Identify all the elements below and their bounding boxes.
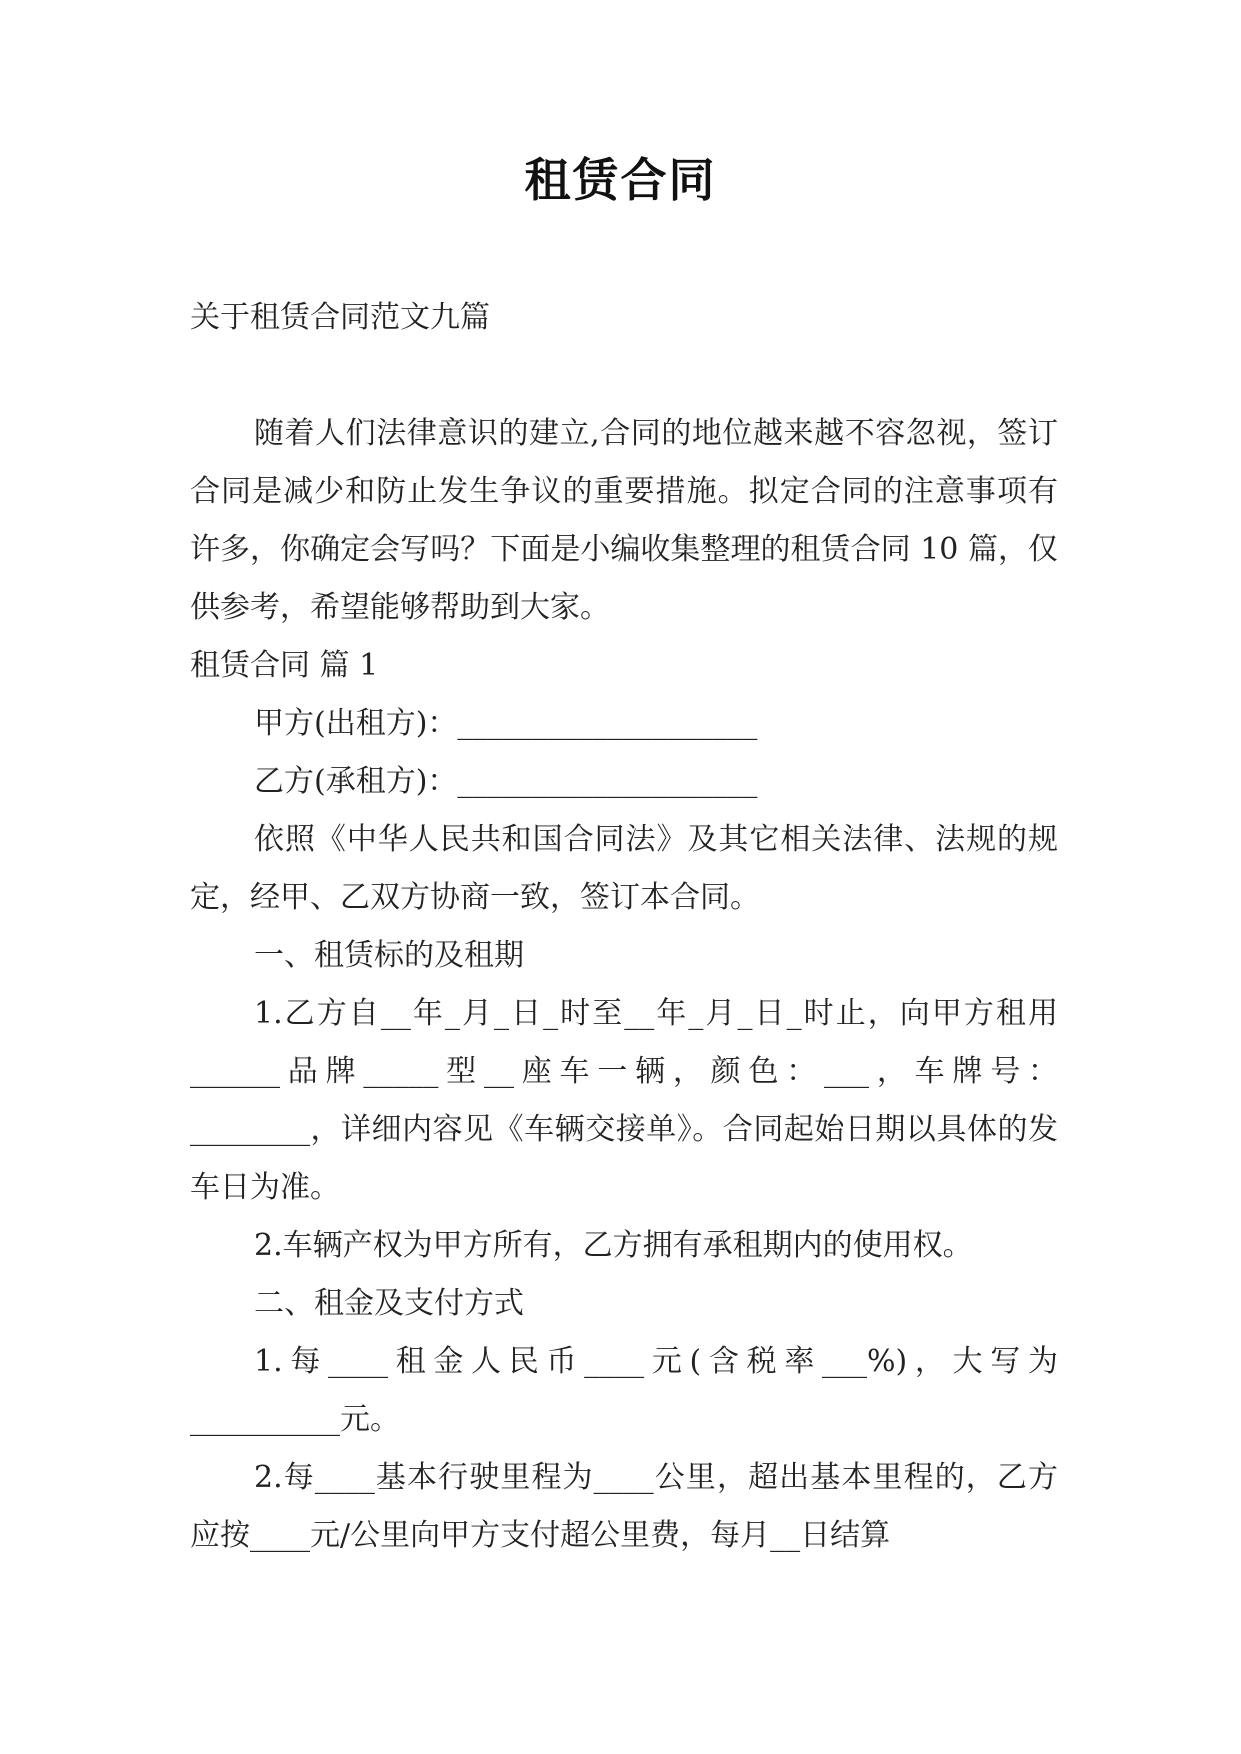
document-body	[190, 405, 1058, 1565]
legal-basis-paragraph: 依照《中华人民共和国合同法》及其它相关法律、法规的规定，经甲、乙双方协商一致，签订本合同。	[190, 822, 1058, 915]
document-title: 租赁合同	[524, 153, 717, 207]
clause-1-2: 2.车辆产权为甲方所有，乙方拥有承租期内的使用权。	[254, 1228, 973, 1263]
clause-2-2: 2.每____基本行驶里程为____公里，超出基本里程的，乙方应按____元/公里向甲方支付超公里费，每月__日结算	[190, 1460, 1058, 1553]
clause-heading-2: 二、租金及支付方式	[254, 1286, 524, 1321]
clause-heading-1: 一、租赁标的及租期	[254, 938, 524, 973]
clause-1-1: 1.乙方自__年_月_日_时至__年_月_日_时止，向甲方租用______品牌_____型__座车一辆，颜色：___，车牌号：________，详细内容见《车辆交接单》。合同起始日期以具体的发车日为准。	[190, 996, 1058, 1205]
party-a-line: 甲方(出租方)：____________________	[254, 706, 758, 741]
clause-2-1: 1.每____租金人民币____元(含税率___%)，大写为__________元。	[190, 1344, 1058, 1437]
document-subtitle: 关于租赁合同范文九篇	[190, 300, 490, 335]
intro-paragraph: 随着人们法律意识的建立,合同的地位越来越不容忽视，签订合同是减少和防止发生争议的重要措施。拟定合同的注意事项有许多，你确定会写吗？下面是小编收集整理的租赁合同 10 篇，仅供参考，希望能够帮助到大家。	[190, 416, 1058, 625]
section-heading-article-1: 租赁合同 篇 1	[190, 648, 379, 683]
party-b-line: 乙方(承租方)：____________________	[254, 764, 758, 799]
